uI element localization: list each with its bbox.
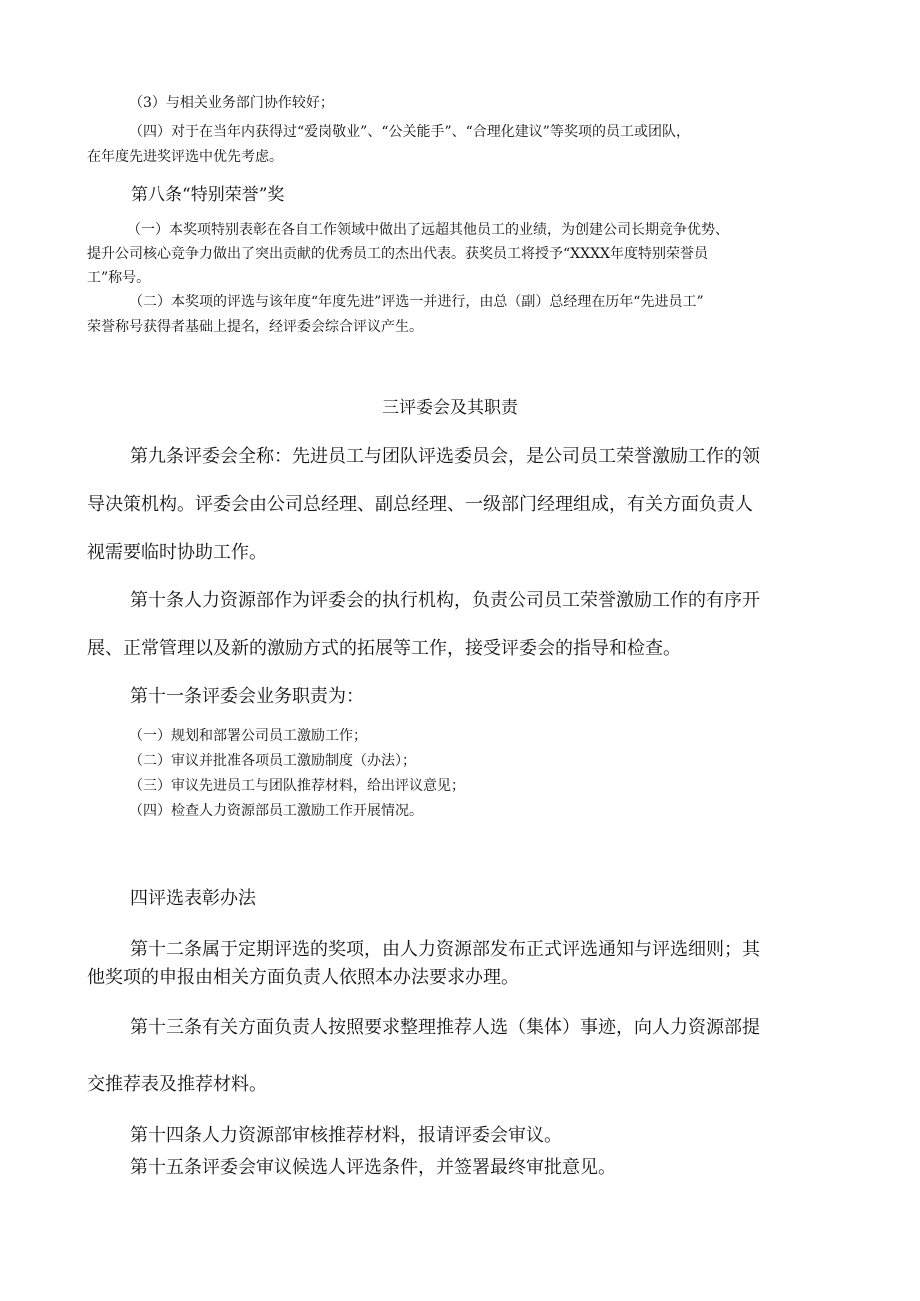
art10-line-2: 展、正常管理以及新的激励方式的拓展等工作，接受评委会的指导和检查。 [87, 638, 681, 659]
art8-p2-line-1: （二）本奖项的评选与该年度“年度先进”评选一并进行，由总（副）总经理在历年“先进员工” [129, 294, 704, 310]
art9-line-2: 导决策机构。评委会由公司总经理、副总经理、一级部门经理组成，有关方面负责人 [87, 494, 753, 515]
art13-line-1: 第十三条有关方面负责人按照要求整理推荐人选（集体）事迹，向人力资源部提 [130, 1017, 760, 1038]
art11-heading: 第十一条评委会业务职责为： [130, 686, 364, 707]
section-4-title: 四评选表彰办法 [130, 888, 256, 909]
duty-item: （二）审议并批准各项员工激励制度（办法）； [129, 753, 416, 769]
art10-line-1: 第十条人力资源部作为评委会的执行机构，负责公司员工荣誉激励工作的有序开 [130, 590, 760, 611]
art9-line-3: 视需要临时协助工作。 [87, 542, 267, 563]
duty-item: （三）审议先进员工与团队推荐材料，给出评议意见； [129, 778, 465, 794]
art8-p1-line-2: 提升公司核心竞争力做出了突出贡献的优秀员工的杰出代表。获奖员工将授予“XXXX年度特别荣誉员 [87, 246, 709, 262]
section-3-title: 三评委会及其职责 [382, 398, 518, 418]
art8-p1-line-1: （一）本奖项特别表彰在各自工作领域中做出了远超其他员工的业绩，为创建公司长期竞争优势、 [127, 222, 729, 238]
art8-p2-line-2: 荣誉称号获得者基础上提名，经评委会综合评议产生。 [87, 319, 423, 335]
duty-item: （一）规划和部署公司员工激励工作； [129, 728, 367, 744]
art7-item-4-line-2: 在年度先进奖评选中优先考虑。 [87, 149, 283, 165]
art7-item-3: （3）与相关业务部门协作较好； [129, 95, 334, 111]
art12-line-2: 他奖项的申报由相关方面负责人依照本办法要求办理。 [87, 967, 519, 988]
art9-line-1: 第九条评委会全称：先进员工与团队评选委员会，是公司员工荣誉激励工作的领 [130, 446, 760, 467]
art8-heading: 第八条“特别荣誉”奖 [131, 185, 285, 205]
art12-line-1: 第十二条属于定期评选的奖项，由人力资源部发布正式评选通知与评选细则；其 [130, 939, 760, 960]
art8-p1-line-3: 工”称号。 [87, 270, 151, 286]
duty-item: （四）检查人力资源部员工激励工作开展情况。 [129, 803, 423, 819]
art15: 第十五条评委会审议候选人评选条件，并签署最终审批意见。 [130, 1157, 616, 1178]
art14: 第十四条人力资源部审核推荐材料，报请评委会审议。 [130, 1125, 562, 1146]
art13-line-2: 交推荐表及推荐材料。 [87, 1074, 267, 1095]
art7-item-4-line-1: （四）对于在当年内获得过“爱岗敬业”、“公关能手”、“合理化建议”等奖项的员工或团队， [129, 124, 690, 140]
